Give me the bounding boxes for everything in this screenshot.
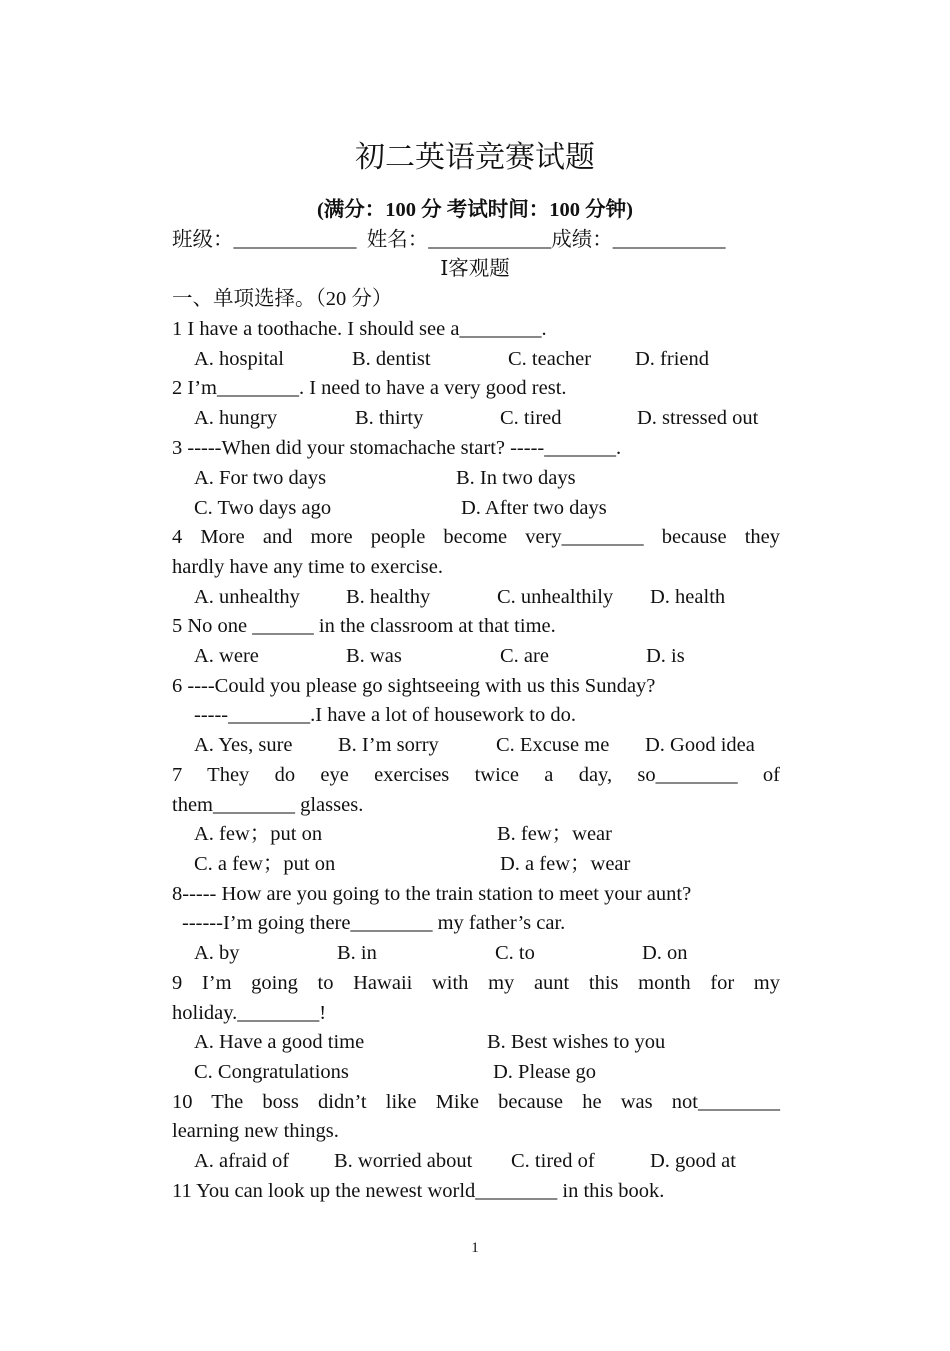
question-3-option-c: C. Two days ago [194, 497, 332, 519]
question-3-option-b: B. In two days [456, 467, 576, 489]
question-6-option-d: D. Good idea [645, 734, 755, 756]
question-6-stem-line-1: 6 ----Could you please go sightseeing with us this Sunday? [172, 675, 656, 697]
exam-title: 初二英语竞赛试题 [355, 141, 595, 174]
question-6-option-a: A. Yes, sure [194, 734, 293, 756]
section-heading: 一、单项选择。（20 分） [172, 288, 393, 310]
question-7-stem-line-2: them________ glasses. [172, 794, 364, 816]
question-8-option-a: A. by [194, 942, 240, 964]
question-2-option-b: B. thirty [355, 407, 424, 429]
question-4-option-b: B. healthy [346, 586, 431, 608]
question-2-option-c: C. tired [500, 407, 562, 429]
question-4-option-a: A. unhealthy [194, 586, 300, 608]
question-6-option-c: C. Excuse me [496, 734, 610, 756]
question-10-option-d: D. good at [650, 1150, 736, 1172]
question-9-option-d: D. Please go [493, 1061, 597, 1083]
question-11-stem: 11 You can look up the newest world________ in this book. [172, 1180, 665, 1202]
question-4-option-d: D. health [650, 586, 726, 608]
question-10-stem-line-1: 10 The boss didn’t like Mike because he was not________ [172, 1091, 780, 1113]
question-2-stem: 2 I’m________. I need to have a very good rest. [172, 377, 567, 399]
question-8-stem-line-1: 8----- How are you going to the train station to meet your aunt? [172, 883, 692, 905]
question-9-option-b: B. Best wishes to you [487, 1031, 666, 1053]
question-7-option-b: B. few；wear [497, 823, 612, 845]
question-1-option-a: A. hospital [194, 348, 284, 370]
page-number: 1 [471, 1240, 479, 1256]
question-10-stem-line-2: learning new things. [172, 1120, 339, 1142]
question-1-option-b: B. dentist [352, 348, 431, 370]
question-1-option-d: D. friend [635, 348, 710, 370]
question-7-option-c: C. a few；put on [194, 853, 336, 875]
question-4-stem-line-1: 4 More and more people become very________ because they [172, 526, 780, 548]
question-9-option-a: A. Have a good time [194, 1031, 365, 1053]
question-9-option-c: C. Congratulations [194, 1061, 349, 1083]
question-9-stem-line-2: holiday.________! [172, 1002, 327, 1024]
question-6-option-b: B. I’m sorry [338, 734, 439, 756]
question-4-stem-line-2: hardly have any time to exercise. [172, 556, 443, 578]
question-6-stem-line-2: -----________.I have a lot of housework to do. [194, 704, 577, 726]
question-4-option-c: C. unhealthily [497, 586, 614, 608]
question-8-stem-line-2: ------I’m going there________ my father’s car. [182, 912, 566, 934]
question-5-stem: 5 No one ______ in the classroom at that time. [172, 615, 556, 637]
question-5-option-b: B. was [346, 645, 402, 667]
part-heading: Ⅰ客观题 [440, 258, 510, 280]
question-1-stem: 1 I have a toothache. I should see a________. [172, 318, 547, 340]
question-2-option-a: A. hungry [194, 407, 278, 429]
question-3-stem: 3 -----When did your stomachache start? -----_______. [172, 437, 622, 459]
question-8-option-c: C. to [495, 942, 535, 964]
question-8-option-b: B. in [337, 942, 377, 964]
question-5-option-a: A. were [194, 645, 259, 667]
student-info-line: 班级：____________ 姓名：____________成绩：___________ [172, 229, 726, 251]
question-10-option-a: A. afraid of [194, 1150, 290, 1172]
question-3-option-a: A. For two days [194, 467, 327, 489]
question-10-option-c: C. tired of [511, 1150, 595, 1172]
question-1-option-c: C. teacher [508, 348, 592, 370]
question-9-stem-line-1: 9 I’m going to Hawaii with my aunt this month for my [172, 972, 780, 994]
question-7-option-d: D. a few；wear [500, 853, 631, 875]
question-10-option-b: B. worried about [334, 1150, 473, 1172]
question-5-option-c: C. are [500, 645, 549, 667]
question-5-option-d: D. is [646, 645, 685, 667]
question-7-stem-line-1: 7 They do eye exercises twice a day, so________ of [172, 764, 780, 786]
question-3-option-d: D. After two days [461, 497, 607, 519]
question-7-option-a: A. few；put on [194, 823, 323, 845]
question-2-option-d: D. stressed out [637, 407, 759, 429]
question-8-option-d: D. on [642, 942, 688, 964]
exam-subtitle: (满分：100 分 考试时间：100 分钟) [316, 199, 634, 221]
